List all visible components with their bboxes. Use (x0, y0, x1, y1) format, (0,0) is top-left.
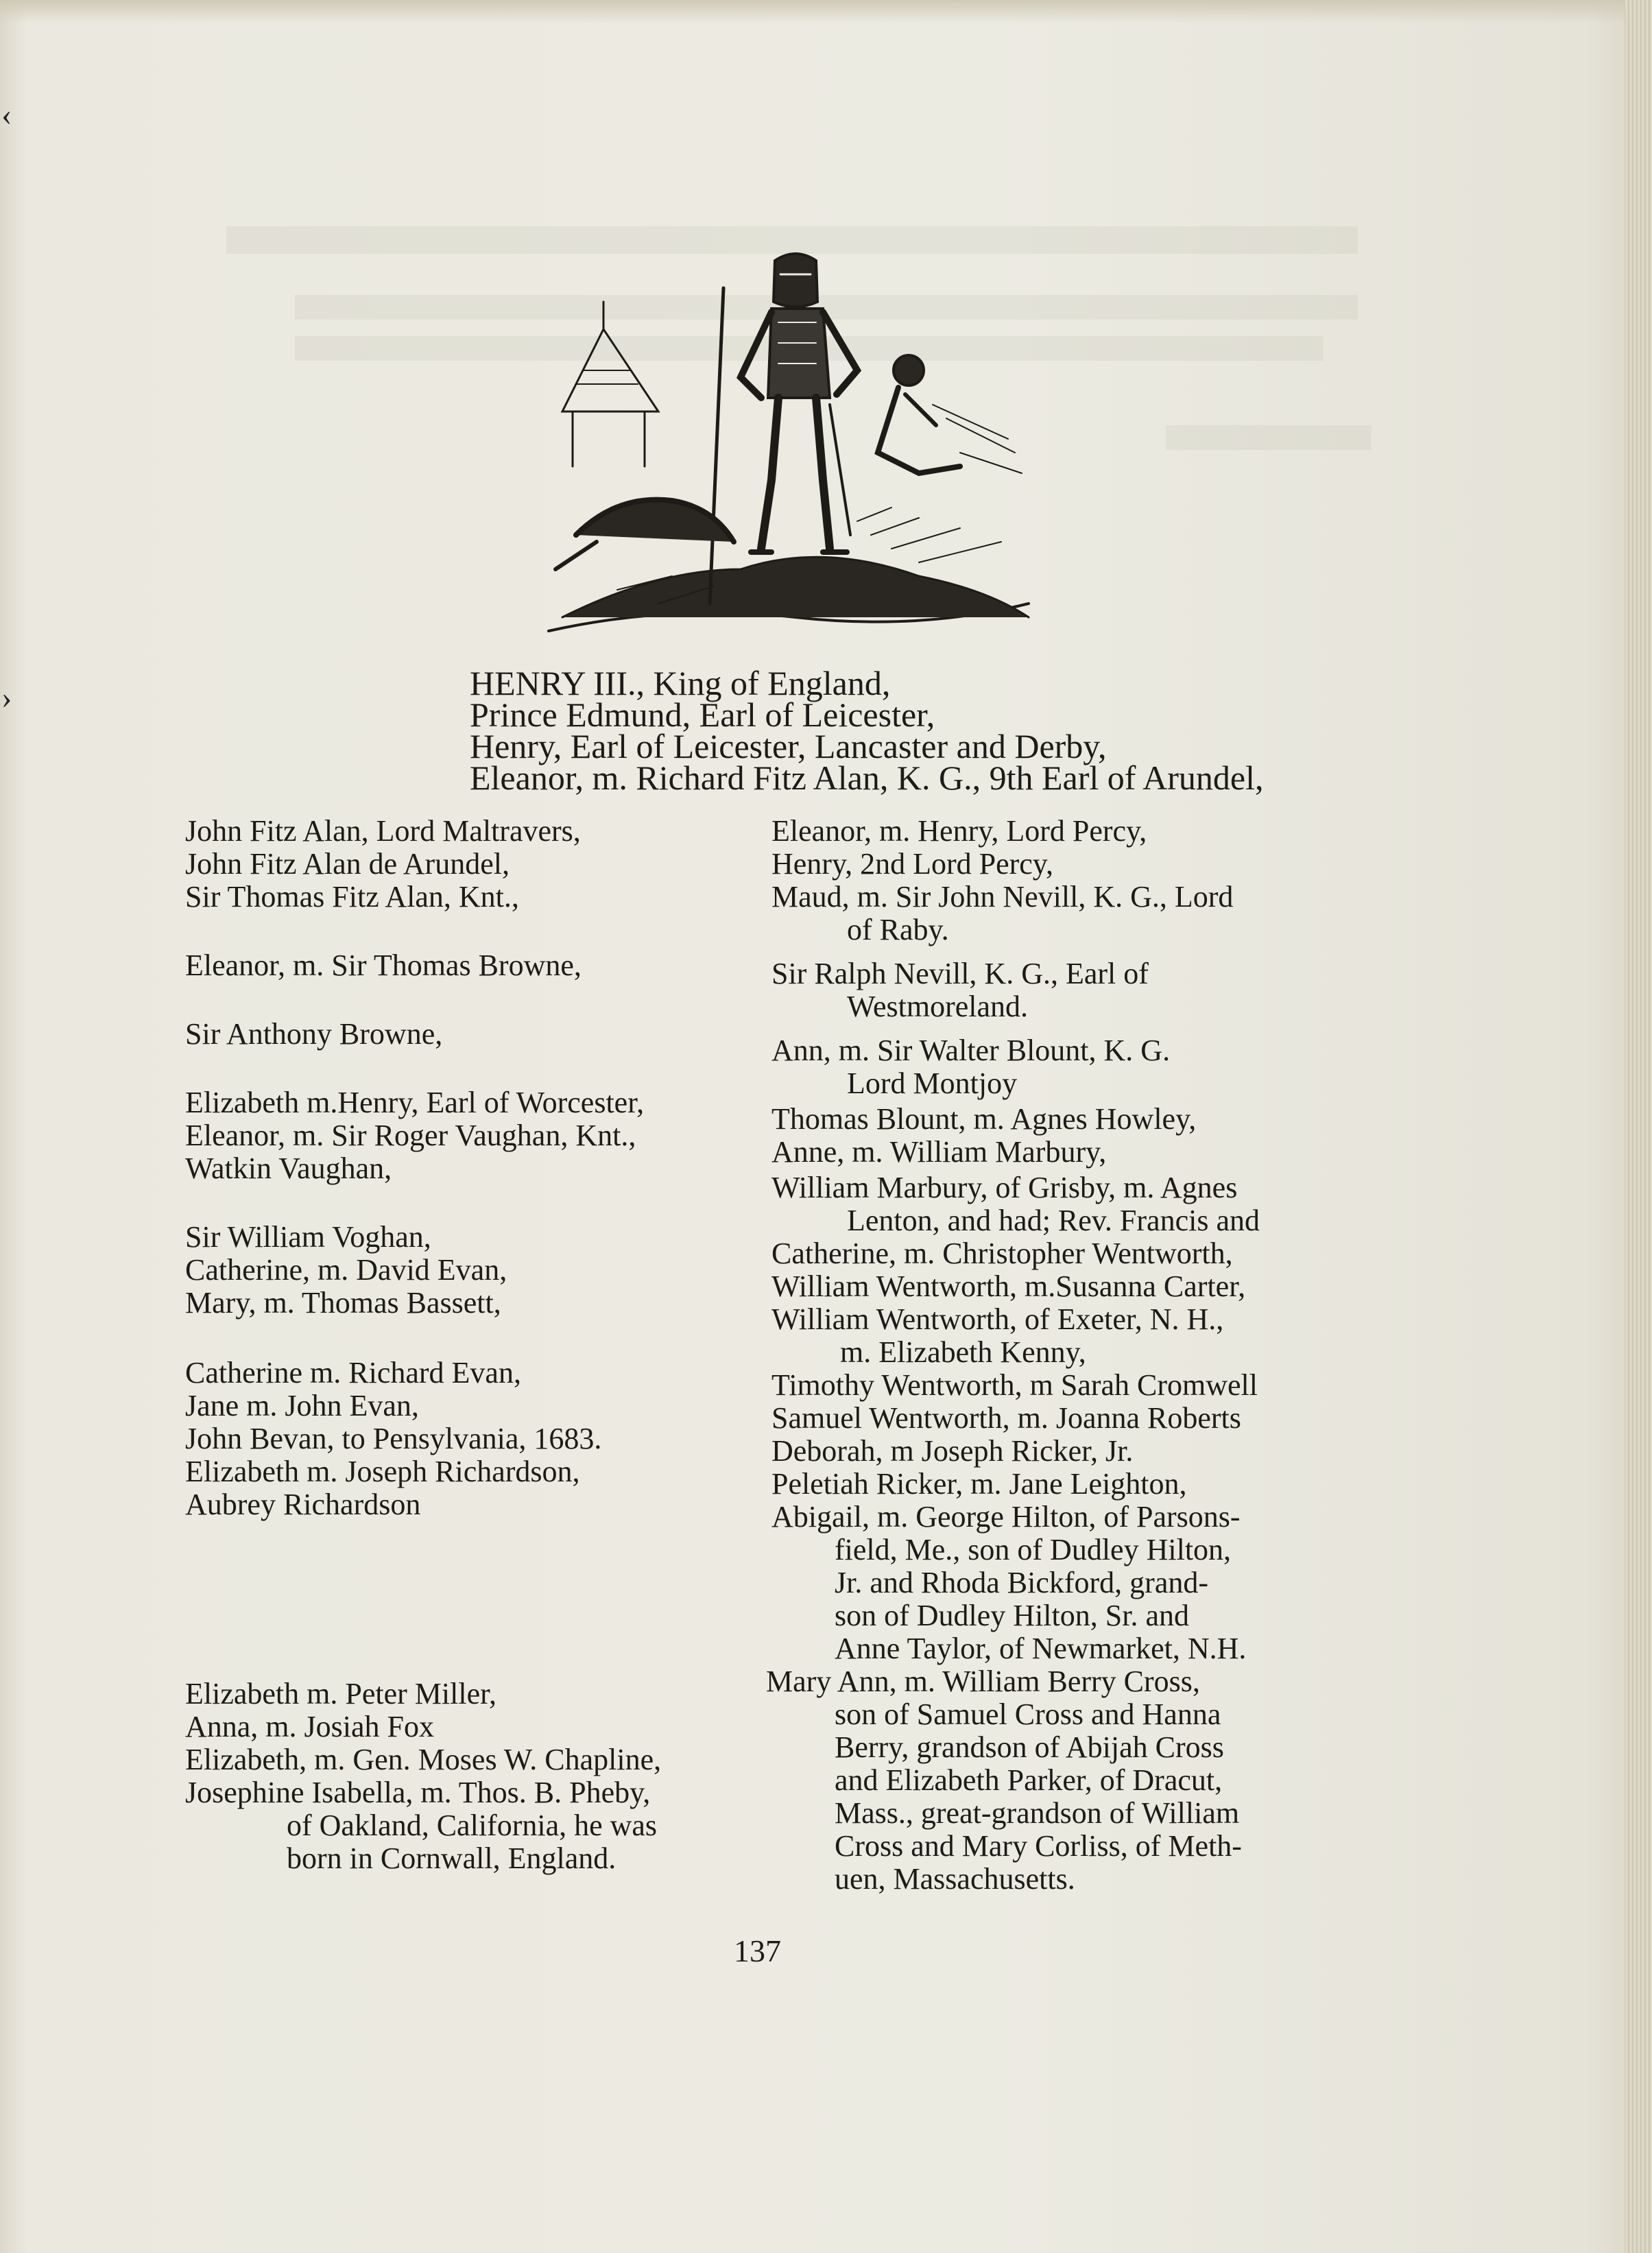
lineage-entry: Elizabeth, m. Gen. Moses W. Chapline, (185, 1743, 662, 1776)
lineage-entry: Timothy Wentworth, m Sarah Cromwell (771, 1368, 1258, 1402)
lineage-entry: Mary, m. Thomas Bassett, (185, 1286, 501, 1320)
lineage-entry: John Bevan, to Pensylvania, 1683. (185, 1422, 602, 1455)
lineage-entry: Jane m. John Evan, (185, 1389, 419, 1422)
lineage-entry: William Wentworth, of Exeter, N. H., (771, 1302, 1224, 1336)
lineage-entry: Cross and Mary Corliss, of Meth- (835, 1829, 1242, 1863)
lineage-entry: Henry, 2nd Lord Percy, (771, 847, 1053, 881)
lineage-entry: John Fitz Alan de Arundel, (185, 847, 510, 881)
lineage-entry: Berry, grandson of Abijah Cross (835, 1730, 1224, 1764)
lineage-entry: Deborah, m Joseph Ricker, Jr. (771, 1434, 1134, 1468)
top-shadow (0, 0, 1652, 23)
lineage-entry: Mass., great-grandson of William (835, 1796, 1240, 1830)
lineage-entry: m. Elizabeth Kenny, (840, 1335, 1086, 1369)
lineage-entry: Sir Ralph Nevill, K. G., Earl of (771, 957, 1149, 990)
lineage-entry: William Wentworth, m.Susanna Carter, (771, 1269, 1246, 1303)
margin-mark: ‹ (1, 97, 12, 132)
lineage-entry: Westmoreland. (847, 990, 1029, 1023)
lineage-entry: Lenton, and had; Rev. Francis and (847, 1204, 1260, 1237)
lineage-entry: Jr. and Rhoda Bickford, grand- (835, 1566, 1208, 1599)
lineage-entry: Abigail, m. George Hilton, of Parsons- (771, 1500, 1241, 1534)
margin-mark: › (1, 680, 12, 715)
lineage-entry: Elizabeth m. Joseph Richardson, (185, 1455, 580, 1488)
lineage-entry: of Raby. (847, 913, 949, 946)
lineage-entry: born in Cornwall, England. (287, 1841, 616, 1875)
lineage-entry: Peletiah Ricker, m. Jane Leighton, (771, 1467, 1187, 1501)
lineage-entry: Catherine, m. Christopher Wentworth, (771, 1237, 1233, 1270)
lineage-entry: Eleanor, m. Sir Roger Vaughan, Knt., (185, 1119, 636, 1152)
lineage-entry: uen, Massachusetts. (835, 1862, 1075, 1896)
lineage-entry: and Elizabeth Parker, of Dracut, (835, 1763, 1223, 1797)
lineage-entry: Anne, m. William Marbury, (771, 1135, 1107, 1169)
lineage-entry: Mary Ann, m. William Berry Cross, (766, 1665, 1200, 1698)
lineage-entry: Aubrey Richardson (185, 1488, 421, 1521)
page-number: 137 (734, 1933, 781, 1968)
page-edge (1625, 0, 1652, 2253)
knight-woodcut-illustration (535, 247, 1042, 658)
lineage-entry: Samuel Wentworth, m. Joanna Roberts (771, 1401, 1241, 1435)
lineage-entry: William Marbury, of Grisby, m. Agnes (771, 1171, 1238, 1204)
lineage-entry: Lord Montjoy (847, 1066, 1018, 1100)
lineage-entry: Catherine, m. David Evan, (185, 1253, 507, 1287)
lineage-entry: Anne Taylor, of Newmarket, N.H. (835, 1632, 1247, 1665)
lineage-entry: Maud, m. Sir John Nevill, K. G., Lord (771, 880, 1234, 914)
lineage-entry: Elizabeth m.Henry, Earl of Worcester, (185, 1086, 645, 1119)
lineage-entry: field, Me., son of Dudley Hilton, (835, 1533, 1232, 1566)
lineage-entry: Elizabeth m. Peter Miller, (185, 1677, 496, 1710)
lineage-entry: Eleanor, m. Sir Thomas Browne, (185, 949, 582, 982)
lineage-entry: of Oakland, California, he was (287, 1809, 658, 1842)
lineage-entry: Catherine m. Richard Evan, (185, 1356, 521, 1390)
lineage-entry: Josephine Isabella, m. Thos. B. Pheby, (185, 1776, 651, 1809)
header-line: Prince Edmund, Earl of Leicester, (470, 695, 935, 734)
lineage-entry: Anna, m. Josiah Fox (185, 1710, 434, 1743)
lineage-entry: Thomas Blount, m. Agnes Howley, (771, 1102, 1197, 1136)
lineage-entry: son of Samuel Cross and Hanna (835, 1697, 1221, 1731)
lineage-entry: Sir William Voghan, (185, 1220, 431, 1254)
lineage-entry: Ann, m. Sir Walter Blount, K. G. (771, 1034, 1171, 1067)
lineage-entry: Sir Thomas Fitz Alan, Knt., (185, 880, 519, 914)
lineage-entry: Eleanor, m. Henry, Lord Percy, (771, 814, 1147, 848)
header-line: Eleanor, m. Richard Fitz Alan, K. G., 9th Earl of Arundel, (470, 759, 1264, 797)
header-line: HENRY III., King of England, (470, 664, 891, 702)
lineage-entry: Watkin Vaughan, (185, 1152, 392, 1185)
lineage-entry: Sir Anthony Browne, (185, 1017, 443, 1051)
header-line: Henry, Earl of Leicester, Lancaster and Derby, (470, 727, 1107, 765)
lineage-entry: John Fitz Alan, Lord Maltravers, (185, 814, 581, 848)
lineage-entry: son of Dudley Hilton, Sr. and (835, 1599, 1189, 1632)
